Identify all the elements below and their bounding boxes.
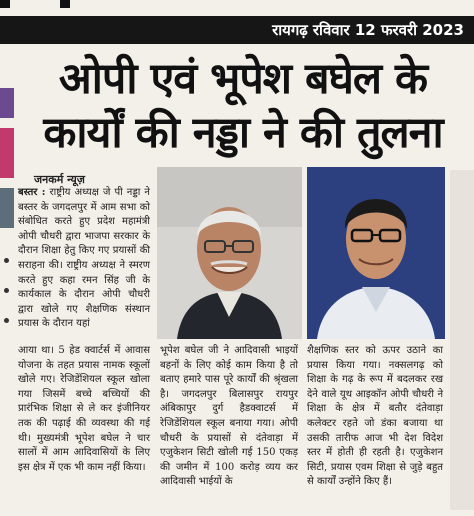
article-column-1 [18,186,150,332]
dateline-lead: बस्तर : [18,187,46,198]
page-margin [450,170,474,510]
portrait-image [307,167,445,339]
bhupesh-baghel-photo [157,167,302,339]
headline [18,52,468,160]
dateline-bar [0,16,474,44]
column-1-text: राष्ट्रीय अध्यक्ष जे पी नड्डा ने बस्तर के जगदलपुर में आम सभा को संबोधित करते हुए प्रदेश महामंत्री ओपी चौधरी द्वारा भाजपा सरकार के दौरान शिक्षा हेतु किए गए प्रयासों की सराहना की। राष्ट्रीय अध्यक्ष ने स्मरण करते हुए कहा रमन सिंह जी के कार्यकाल के दौरान ओपी चौधरी द्वारा खोले गए शैक्षणिक संस्थान प्रयास के दौरान यहां [18,187,150,330]
op-chaudhary-photo [307,167,445,339]
dateline-text: रायगढ़ रविवार 12 फरवरी 2023 [272,21,464,39]
portrait-image [157,167,302,339]
headline-line-1: ओपी एवं भूपेश बघेल के [58,54,428,104]
article-column-1-continued: आया था। 5 हेड क्वार्टर्स में आवास योजना के तहत प्रयास नामक स्कूलों खोले गए। रेजिडेंशियल स्कूल खोला गया जिसमें बच्चे बच्चियों की प्रारंभिक शिक्षा से ले कर इंजीनियर तक की पढ़ाई की व्यवस्था की गई थी। मुख्यमंत्री भूपेश बघेल ने चार सालों में आम आदिवासियों के लिए इस क्षेत्र में एक भी काम नहीं किया। [18,345,150,473]
adjacent-article-edge [0,48,14,348]
byline: जनकर्म न्यूज़ [34,173,85,186]
article-column-2: भूपेश बघेल जी ने आदिवासी भाइयों बहनों के लिए कोई काम किया है तो बताए हमारे पास पूरे कार्यों की श्रृंखला है। जगदलपुर बिलासपुर रायपुर अंबिकापुर दुर्ग हैडक्वाटर्स में रेजिडेंशियल स्कूल बनाया गया। ओपी चौधरी के प्रयासों से दंतेवाड़ा में एजुकेशन सिटी खोली गई 150 एकड़ की जमीन में 100 करोड़ व्यय कर आदिवासी भाईयों के [160,345,298,488]
article-column-3: शैक्षणिक स्तर को ऊपर उठाने का प्रयास किया गया। नक्सलगढ़ को शिक्षा के गढ़ के रूप में बदलकर रख देने वाले यूथ आइकॉन ओपी चौधरी ने शिक्षा के क्षेत्र में बतौर दंतेवाड़ा कलेक्टर रहते जो डंका बजाया था उसकी तारीफ आज भी देश विदेश स्तर में होती ही रहती है। एजुकेशन सिटी, प्रयास एवम शिक्षा से जुड़े बहुत से कार्यों उन्होंने किए हैं। [307,345,443,488]
masthead-strip [0,0,474,10]
headline-line-2: कार्यों की नड्डा ने की तुलना [43,108,443,158]
